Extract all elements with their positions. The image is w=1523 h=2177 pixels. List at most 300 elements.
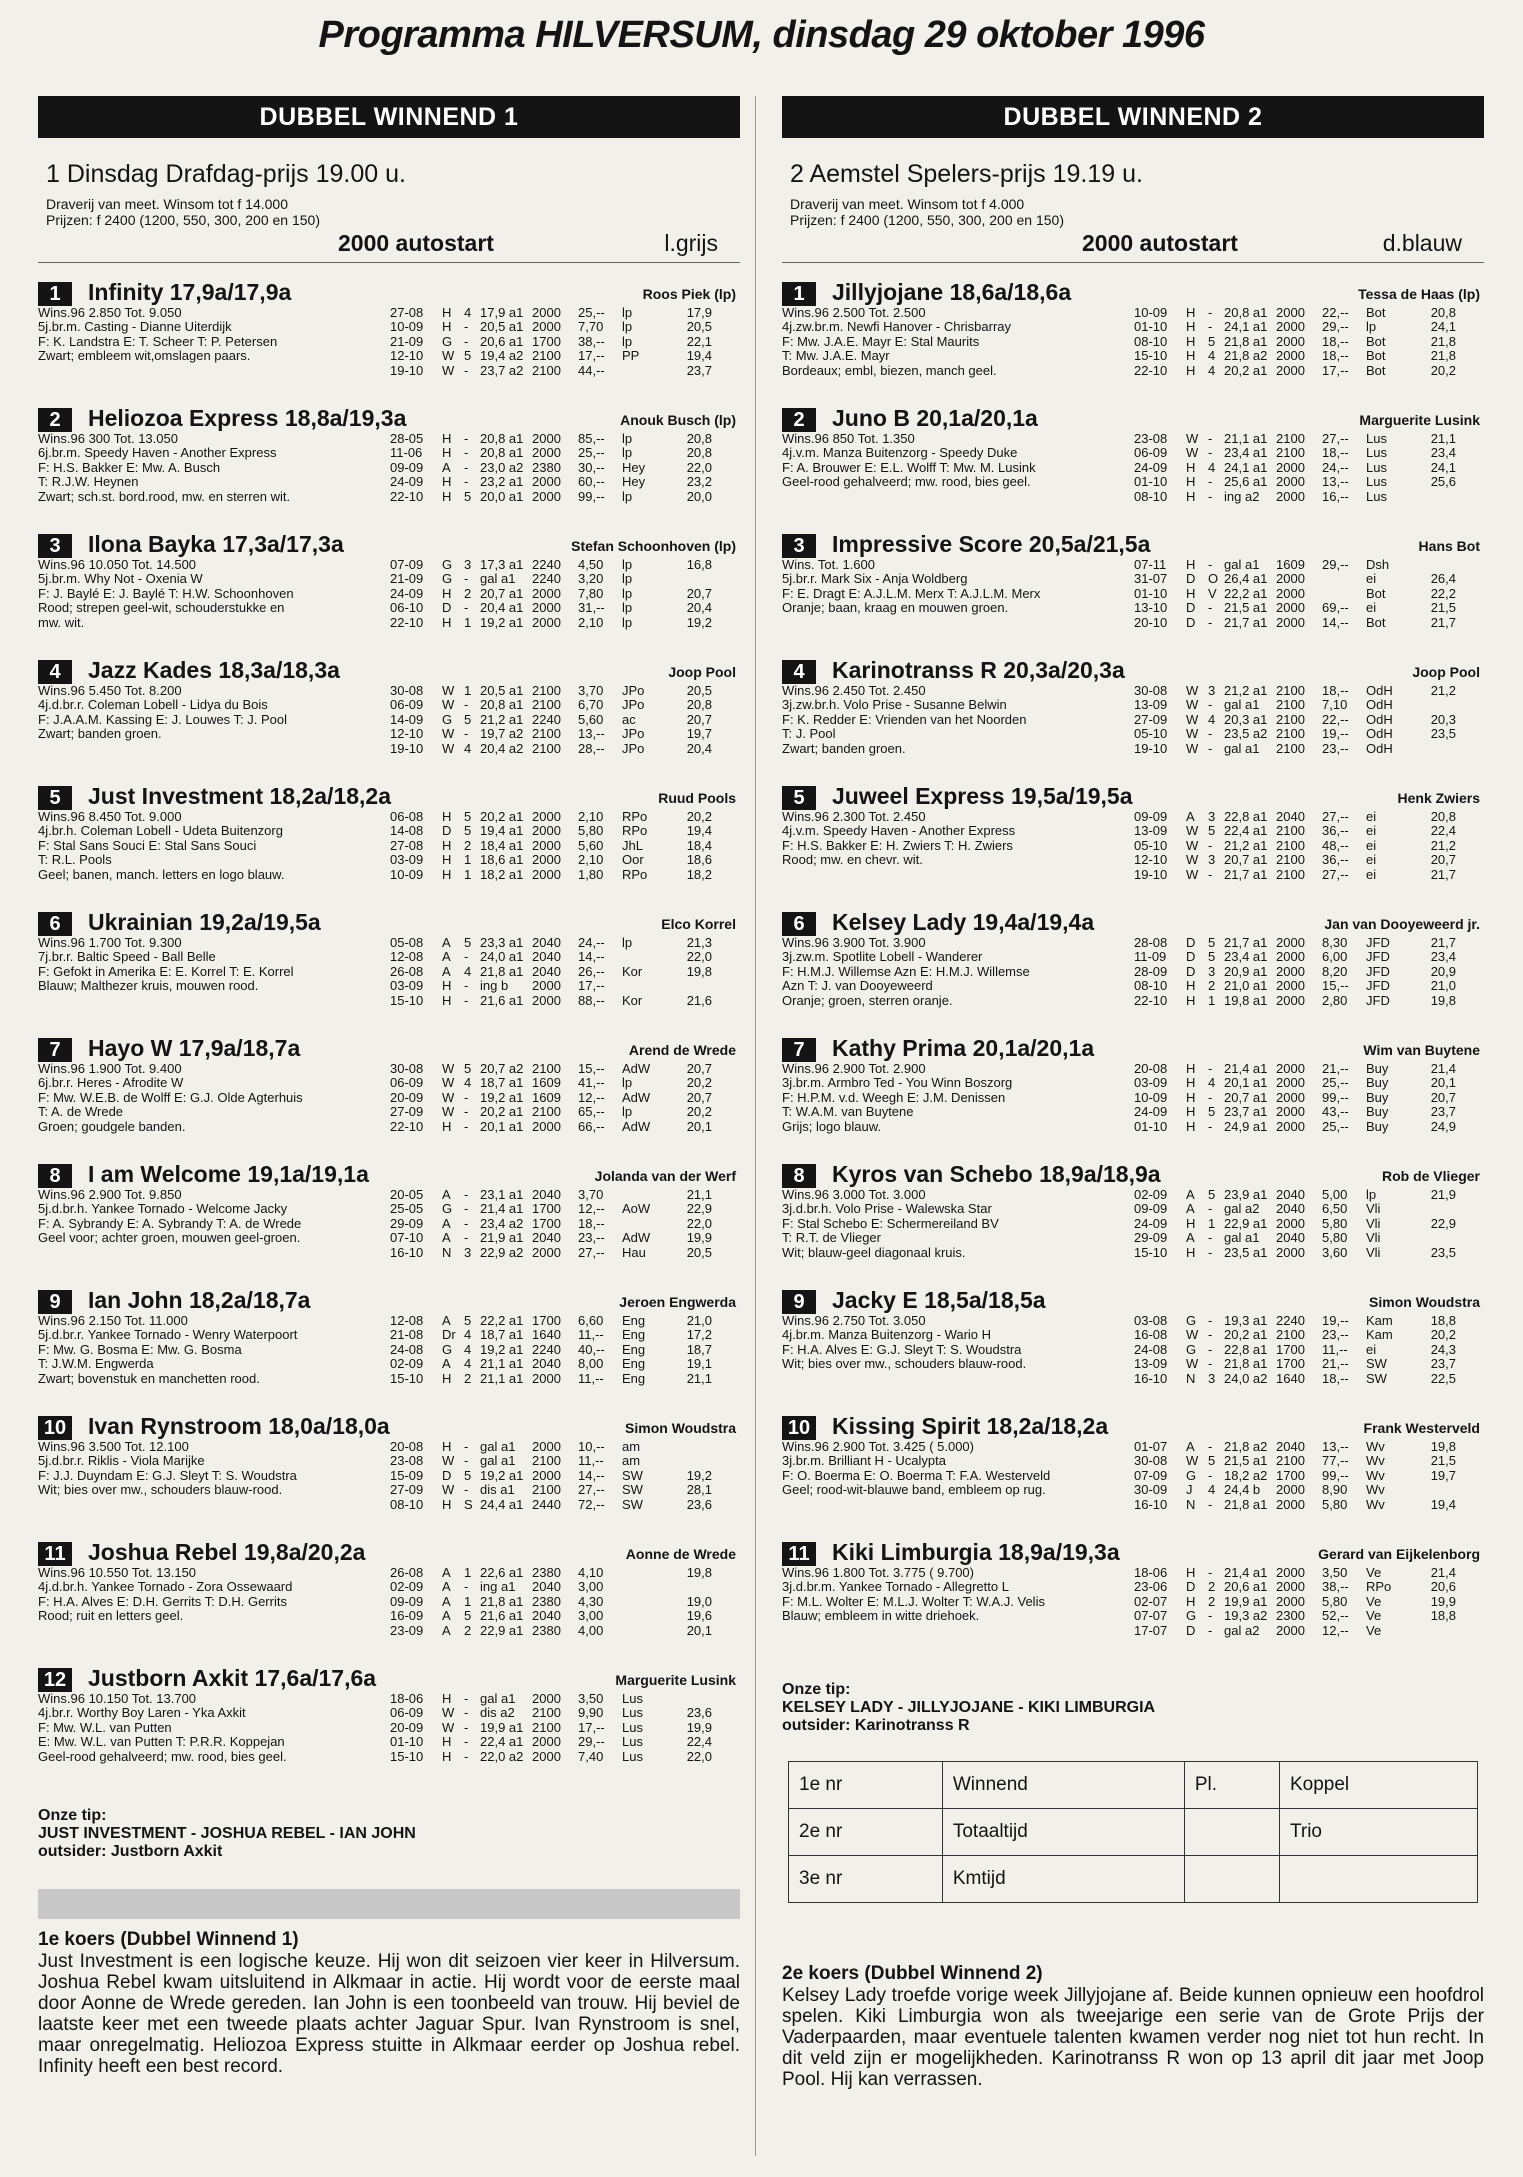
performance-cell: 05-10: [1134, 838, 1168, 853]
performance-cell: -: [1208, 1231, 1213, 1246]
performance-cell: 24,--: [578, 936, 605, 950]
performance-cell: 18,2 a2: [1224, 1468, 1268, 1483]
performance-cell: 4: [464, 741, 472, 756]
performance-cell: 13,--: [1322, 1440, 1349, 1454]
horse-entry: [38, 1163, 740, 1289]
performance-row: [1134, 1091, 1484, 1105]
driver-name: Arend de Wrede: [628, 1042, 736, 1058]
performance-cell: 2000: [532, 1245, 561, 1260]
horse-info-line: Wins. Tot. 1.600: [782, 558, 875, 572]
performance-row: [1134, 839, 1484, 853]
performance-cell: 2000: [532, 1440, 561, 1454]
horse-info: [38, 1188, 383, 1246]
performance-cell: 1609: [1276, 558, 1305, 572]
start-number: 2: [38, 408, 72, 432]
performance-cell: 02-09: [390, 1357, 424, 1372]
performance-cell: 22,0: [686, 1216, 712, 1231]
performance-cell: -: [1208, 1497, 1213, 1512]
horse-info-line: Wins.96 2.450 Tot. 2.450: [782, 684, 926, 698]
performance-cell: A: [442, 1580, 451, 1595]
result-cell: Winnend: [942, 1762, 1184, 1809]
performance-row: [390, 364, 740, 378]
performance-cell: 21,1 a1: [1224, 432, 1268, 446]
performance-cell: -: [1208, 1342, 1213, 1357]
performance-cell: 21,5 a1: [1224, 601, 1268, 616]
performance-row: [390, 320, 740, 334]
performance-row: [390, 936, 740, 950]
performance-cell: 48,--: [1322, 838, 1349, 853]
start-number: 6: [782, 912, 816, 936]
performance-cell: 09-09: [1134, 810, 1168, 824]
performance-cell: 2000: [532, 1735, 561, 1750]
performance-cell: A: [1186, 1202, 1195, 1217]
horse-entry: [782, 659, 1484, 785]
horse-info-line: Zwart; embleem wit,omslagen paars.: [38, 349, 251, 364]
performance-cell: 27,--: [578, 1483, 605, 1498]
performance-cell: Lus: [622, 1720, 643, 1735]
performance-cell: 65,--: [578, 1105, 605, 1120]
performance-cell: OdH: [1366, 684, 1393, 698]
performance-cell: 15-09: [390, 1468, 424, 1483]
performance-cell: 18,6: [686, 853, 712, 868]
horse-info-line: 3j.br.m. Brilliant H - Ucalypta: [782, 1454, 946, 1469]
performance-row: [1134, 1188, 1484, 1202]
performance-cell: Dsh: [1366, 558, 1390, 572]
horse-info-line: 5j.br.m. Casting - Dianne Uiterdijk: [38, 320, 232, 335]
performance-cell: 2000: [1276, 615, 1305, 630]
performance-cell: 01-07: [1134, 1440, 1168, 1454]
performance-row: [390, 446, 740, 460]
performance-cell: 31,--: [578, 601, 605, 616]
performance-cell: 21,8 a2: [1224, 1440, 1268, 1454]
performance-cell: Bot: [1366, 306, 1386, 320]
horse-info-line: 6j.br.m. Speedy Haven - Another Express: [38, 446, 277, 461]
performance-cell: 2100: [1276, 446, 1305, 461]
horse-info: [38, 558, 383, 630]
performance-cell: -: [464, 993, 469, 1008]
performance-cell: 19,8: [1430, 1440, 1456, 1454]
performance-cell: H: [442, 615, 452, 630]
performance-cell: 19,9 a1: [480, 1720, 524, 1735]
start-number: 1: [38, 282, 72, 306]
performance-cell: A: [442, 1188, 451, 1202]
performance-cell: 2100: [532, 349, 561, 364]
performance-cell: 20,5 a1: [480, 320, 524, 335]
performance-cell: 1700: [532, 1314, 561, 1328]
performance-cell: 2000: [1276, 334, 1305, 349]
performance-cell: ac: [622, 712, 636, 727]
performance-cell: 20,6 a1: [480, 334, 524, 349]
performance-cell: 3,70: [578, 684, 604, 698]
performance-cell: 17,9: [686, 306, 712, 320]
performance-cell: JhL: [622, 838, 643, 853]
performance-cell: 4: [1208, 1076, 1216, 1091]
performance-cell: 12-10: [1134, 853, 1168, 868]
horse-entry: [782, 1163, 1484, 1289]
performance-cell: 2000: [1276, 1483, 1305, 1498]
horse-info-line: F: H.P.M. v.d. Weegh E: J.M. Denissen: [782, 1090, 1006, 1105]
performance-cell: JFD: [1366, 936, 1390, 950]
performance-cell: 1700: [532, 1202, 561, 1217]
horse-info: [38, 684, 383, 742]
performance-cell: 17,--: [578, 1720, 605, 1735]
performance-cell: -: [464, 979, 469, 994]
performance-cell: 1700: [1276, 1357, 1305, 1372]
performance-cell: 20,2: [686, 1076, 712, 1091]
performance-cell: 8,90: [1322, 1483, 1348, 1498]
performance-cell: 21,5 a1: [1224, 1454, 1268, 1469]
performance-cell: 21,4 a1: [480, 1202, 524, 1217]
horse-info-line: T: R.L. Pools: [38, 853, 112, 868]
performance-row: [1134, 950, 1484, 964]
horse-entry: [38, 785, 740, 911]
performance-cell: 3: [1208, 1371, 1216, 1386]
performance-cell: 99,--: [1322, 1090, 1349, 1105]
performance-cell: 2000: [1276, 1623, 1305, 1638]
horse-info-line: Wins.96 10.150 Tot. 13.700: [38, 1692, 197, 1706]
performance-cell: SW: [622, 1468, 643, 1483]
performance-cell: Hey: [622, 475, 646, 490]
performance-row: [390, 1454, 740, 1468]
performance-cell: 22-10: [1134, 993, 1168, 1008]
performance-cell: D: [442, 601, 452, 616]
performance-cell: 21,2: [1430, 838, 1456, 853]
performance-cell: lp: [622, 320, 633, 335]
performance-cell: Kam: [1366, 1328, 1393, 1343]
performance-cell: 06-10: [390, 601, 424, 616]
performance-table: [1134, 810, 1484, 882]
performance-cell: 2040: [532, 964, 561, 979]
performance-cell: 3: [464, 1245, 472, 1260]
performance-cell: 6,70: [578, 698, 604, 713]
start-number: 8: [38, 1164, 72, 1188]
performance-cell: 21,--: [1322, 1357, 1349, 1372]
performance-row: [1134, 1609, 1484, 1623]
performance-row: [1134, 1498, 1484, 1512]
performance-cell: A: [1186, 1188, 1195, 1202]
horse-info-line: F: A. Sybrandy E: A. Sybrandy T: A. de Wrede: [38, 1216, 302, 1231]
horse-info-line: Wins.96 300 Tot. 13.050: [38, 432, 178, 446]
performance-cell: gal a2: [1224, 1202, 1260, 1217]
horse-name: Justborn Axkit 17,6a/17,6a: [88, 1665, 377, 1691]
performance-cell: W: [1186, 1357, 1199, 1372]
performance-cell: -: [464, 1735, 469, 1750]
performance-cell: H: [1186, 363, 1196, 378]
performance-cell: Hey: [622, 460, 646, 475]
driver-name: Joop Pool: [668, 664, 736, 680]
performance-cell: 5,80: [578, 824, 604, 839]
performance-cell: 2040: [1276, 1202, 1305, 1217]
performance-cell: 16-09: [390, 1609, 424, 1624]
performance-cell: S: [464, 1497, 473, 1512]
performance-row: [1134, 432, 1484, 446]
performance-row: [390, 1566, 740, 1580]
performance-cell: 1: [464, 867, 472, 882]
performance-cell: H: [442, 586, 452, 601]
performance-cell: 5: [464, 1062, 472, 1076]
performance-cell: gal a1: [1224, 1231, 1260, 1246]
horse-entry: [782, 407, 1484, 533]
horse-info-line: F: O. Boerma E: O. Boerma T: F.A. Westerveld: [782, 1468, 1051, 1483]
performance-cell: 36,--: [1322, 853, 1349, 868]
performance-cell: 18,7 a1: [480, 1076, 524, 1091]
race-color: d.blauw: [1382, 230, 1462, 256]
performance-cell: 19,8: [1430, 993, 1456, 1008]
performance-cell: 18,4 a1: [480, 838, 524, 853]
performance-cell: 01-10: [1134, 475, 1168, 490]
tip-block: [38, 1807, 740, 1861]
performance-cell: 20,7: [686, 586, 712, 601]
performance-cell: 17,--: [578, 349, 605, 364]
performance-cell: W: [442, 1105, 455, 1120]
horse-info-line: F: J.A.A.M. Kassing E: J. Louwes T: J. Pool: [38, 712, 288, 727]
performance-cell: H: [442, 810, 452, 824]
performance-cell: D: [1186, 615, 1196, 630]
performance-cell: 06-09: [390, 1076, 424, 1091]
performance-cell: 22,6 a1: [480, 1566, 524, 1580]
horse-info-line: F: Mw. G. Bosma E: Mw. G. Bosma: [38, 1342, 242, 1357]
performance-cell: 22,2: [1430, 586, 1456, 601]
performance-table: [1134, 1062, 1484, 1134]
performance-cell: 18,2 a1: [480, 867, 524, 882]
horse-info: [782, 306, 1127, 378]
performance-cell: G: [1186, 1314, 1197, 1328]
performance-cell: 2100: [1276, 712, 1305, 727]
performance-cell: 2000: [532, 1371, 561, 1386]
driver-name: Ruud Pools: [658, 790, 736, 806]
performance-row: [1134, 684, 1484, 698]
performance-cell: 20,8 a1: [480, 446, 524, 461]
performance-cell: 19,7: [686, 727, 712, 742]
horse-info-line: 3j.d.br.h. Volo Prise - Walewska Star: [782, 1202, 992, 1217]
column-left: [38, 96, 740, 2156]
horse-info-line: F: Mw. W.E.B. de Wolff E: G.J. Olde Agterhuis: [38, 1090, 303, 1105]
performance-cell: RPo: [622, 867, 648, 882]
horse-info-line: Wins.96 2.150 Tot. 11.000: [38, 1314, 188, 1328]
performance-cell: 5: [1208, 950, 1216, 965]
race-header: [38, 138, 740, 263]
performance-row: [390, 490, 740, 504]
performance-cell: 22,0: [686, 1749, 712, 1764]
performance-cell: 2000: [1276, 993, 1305, 1008]
performance-cell: 19,4 a2: [480, 349, 524, 364]
performance-cell: 07-09: [390, 558, 424, 572]
performance-cell: 15,--: [578, 1062, 605, 1076]
performance-cell: 1,80: [578, 867, 604, 882]
performance-cell: 2000: [1276, 1076, 1305, 1091]
performance-cell: 18,6 a1: [480, 853, 524, 868]
driver-name: Simon Woudstra: [1369, 1294, 1480, 1310]
performance-cell: H: [442, 489, 452, 504]
performance-cell: 20,1 a1: [480, 1119, 524, 1134]
performance-cell: 27-09: [390, 1105, 424, 1120]
performance-cell: 2000: [1276, 979, 1305, 994]
performance-cell: 23,7 a2: [480, 363, 524, 378]
performance-cell: 5: [1208, 1105, 1216, 1120]
performance-cell: 20,0: [686, 489, 712, 504]
performance-cell: 18-06: [1134, 1566, 1168, 1580]
performance-cell: Wv: [1366, 1454, 1385, 1469]
horse-info-line: Blauw; embleem in witte driehoek.: [782, 1609, 980, 1624]
performance-cell: -: [464, 1216, 469, 1231]
performance-cell: A: [442, 1216, 451, 1231]
performance-cell: -: [464, 1580, 469, 1595]
performance-cell: J: [1186, 1483, 1193, 1498]
performance-cell: 5,60: [578, 838, 604, 853]
horse-info-line: F: Stal Schebo E: Schermereiland BV: [782, 1216, 999, 1231]
performance-cell: H: [1186, 1566, 1196, 1580]
performance-cell: 21,8 a1: [1224, 1357, 1268, 1372]
performance-cell: 2000: [1276, 320, 1305, 335]
performance-cell: 5,80: [1322, 1497, 1348, 1512]
performance-row: [1134, 994, 1484, 1008]
performance-cell: 11-06: [390, 446, 423, 461]
start-number: 11: [38, 1542, 72, 1566]
performance-cell: 20,1: [1430, 1076, 1456, 1091]
performance-cell: 2: [464, 1371, 472, 1386]
performance-cell: 19,9: [686, 1720, 712, 1735]
result-table: [788, 1761, 1478, 1903]
performance-row: [1134, 320, 1484, 334]
performance-row: [390, 713, 740, 727]
performance-cell: 22,4 a1: [1224, 824, 1268, 839]
performance-cell: 5,80: [1322, 1216, 1348, 1231]
performance-cell: 2040: [532, 1580, 561, 1595]
performance-cell: W: [442, 684, 455, 698]
performance-cell: 26,4 a1: [1224, 572, 1268, 587]
performance-cell: H: [1186, 1105, 1196, 1120]
performance-cell: 24,1 a1: [1224, 460, 1268, 475]
performance-cell: 17,--: [1322, 363, 1349, 378]
driver-name: Jeroen Engwerda: [619, 1294, 736, 1310]
horse-entry: [782, 1037, 1484, 1163]
performance-cell: 2000: [1276, 1497, 1305, 1512]
performance-cell: 21-09: [390, 334, 424, 349]
performance-cell: 20,1 a1: [1224, 1076, 1268, 1091]
tip-label: Onze tip:: [38, 1807, 107, 1824]
performance-table: [1134, 684, 1484, 756]
performance-cell: D: [1186, 1623, 1196, 1638]
horse-info-line: F: J.J. Duyndam E: G.J. Sleyt T: S. Woudstra: [38, 1468, 297, 1483]
performance-cell: -: [464, 1090, 469, 1105]
performance-cell: 2000: [532, 306, 561, 320]
performance-cell: 24,0 a1: [480, 950, 524, 965]
performance-cell: 5: [1208, 936, 1216, 950]
performance-cell: 23,5 a2: [1224, 727, 1268, 742]
performance-cell: 22-10: [1134, 363, 1168, 378]
horse-info-line: Zwart; bovenstuk en manchetten rood.: [38, 1371, 260, 1386]
result-cell: Trio: [1279, 1809, 1477, 1856]
performance-cell: 27,--: [1322, 810, 1349, 824]
performance-cell: Vli: [1366, 1231, 1381, 1246]
performance-cell: Ve: [1366, 1623, 1382, 1638]
result-row: [789, 1809, 1478, 1856]
performance-cell: 66,--: [578, 1119, 605, 1134]
performance-table: [390, 1440, 740, 1512]
performance-cell: 4: [464, 964, 472, 979]
performance-cell: 5: [464, 810, 472, 824]
performance-cell: 18-06: [390, 1692, 424, 1706]
performance-cell: 21,4 a1: [1224, 1566, 1268, 1580]
performance-cell: 13-10: [1134, 601, 1168, 616]
performance-row: [390, 616, 740, 630]
performance-cell: G: [442, 558, 453, 572]
performance-cell: 2240: [532, 572, 561, 587]
horse-info-line: F: E. Dragt E: A.J.L.M. Merx T: A.J.L.M. Merx: [782, 586, 1041, 601]
horse-info-line: Zwart; banden groen.: [38, 727, 162, 742]
performance-cell: 19,4: [1430, 1497, 1456, 1512]
horse-info-line: T: J.W.M. Engwerda: [38, 1357, 154, 1372]
performance-cell: -: [464, 460, 469, 475]
performance-cell: Buy: [1366, 1119, 1389, 1134]
horse-info-line: Wit; blauw-geel diagonaal kruis.: [782, 1245, 966, 1260]
performance-cell: 20,0 a1: [480, 489, 524, 504]
performance-cell: 1609: [532, 1076, 561, 1091]
performance-cell: 09-09: [390, 1594, 424, 1609]
performance-cell: am: [622, 1454, 641, 1469]
performance-cell: 2380: [532, 1623, 561, 1638]
performance-cell: 12,--: [1322, 1623, 1349, 1638]
performance-cell: 14,--: [578, 950, 605, 965]
performance-cell: 07-10: [390, 1231, 424, 1246]
performance-cell: 28-05: [390, 432, 424, 446]
performance-cell: 2000: [1276, 586, 1305, 601]
performance-row: [1134, 1595, 1484, 1609]
performance-row: [1134, 558, 1484, 572]
performance-cell: 2000: [532, 1119, 561, 1134]
performance-cell: N: [1186, 1497, 1196, 1512]
performance-cell: 22,9 a1: [1224, 1216, 1268, 1231]
performance-cell: 2380: [532, 1566, 561, 1580]
performance-cell: 1640: [1276, 1371, 1305, 1386]
performance-cell: W: [442, 1076, 455, 1091]
performance-cell: 30-08: [390, 1062, 424, 1076]
performance-cell: 26-08: [390, 964, 424, 979]
performance-cell: 2000: [532, 838, 561, 853]
horse-info: [782, 810, 1127, 868]
performance-cell: 21,--: [1322, 1062, 1349, 1076]
comment-text: Just Investment is een logische keuze. Hij won dit seizoen vier keer in Hilversum. Joshua Rebel kwam uitsluitend in Alkmaar in actie. Hij wordt voor de eerste maal door Aonne de Wrede gereden. Ian John is een toonbeeld van trouw. Hij beviel de laatste keer met een tweede plaats achter Jaguar Spur. Ivan Rynstroom is snel, maar onregelmatig. Heliozoa Express stuitte in Alkmaar eerder op Joshua rebel. Infinity heeft een best record.: [38, 1951, 740, 2077]
race-title: 1 Dinsdag Drafdag-prijs 19.00 u.: [46, 160, 406, 188]
horse-info-line: mw. wit.: [38, 615, 85, 630]
performance-cell: 11,--: [578, 1371, 604, 1386]
performance-cell: A: [442, 1231, 451, 1246]
horse-info-line: 4j.d.br.h. Yankee Tornado - Zora Ossewaard: [38, 1580, 293, 1595]
performance-row: [1134, 364, 1484, 378]
performance-row: [390, 1217, 740, 1231]
horse-info-line: Wins.96 3.500 Tot. 12.100: [38, 1440, 189, 1454]
performance-cell: 23-09: [390, 1623, 424, 1638]
performance-cell: 6,60: [578, 1314, 604, 1328]
performance-cell: 21,9 a1: [480, 1231, 524, 1246]
performance-cell: 2000: [532, 810, 561, 824]
horse-info: [38, 810, 383, 882]
performance-row: [390, 1498, 740, 1512]
performance-cell: AdW: [622, 1231, 651, 1246]
performance-cell: D: [442, 824, 452, 839]
comment-title: 2e koers (Dubbel Winnend 2): [782, 1963, 1043, 1984]
performance-row: [390, 461, 740, 475]
horse-info-line: Wins.96 10.050 Tot. 14.500: [38, 558, 197, 572]
performance-cell: 21,7 a1: [1224, 615, 1268, 630]
race-start: 2000 autostart: [338, 230, 494, 256]
performance-cell: -: [1208, 1566, 1213, 1580]
performance-cell: -: [464, 446, 469, 461]
horse-info-line: F: H.S. Bakker E: Mw. A. Busch: [38, 460, 221, 475]
section-header: DUBBEL WINNEND 1: [38, 96, 740, 138]
performance-row: [1134, 1202, 1484, 1216]
performance-cell: 20,6 a1: [1224, 1580, 1268, 1595]
